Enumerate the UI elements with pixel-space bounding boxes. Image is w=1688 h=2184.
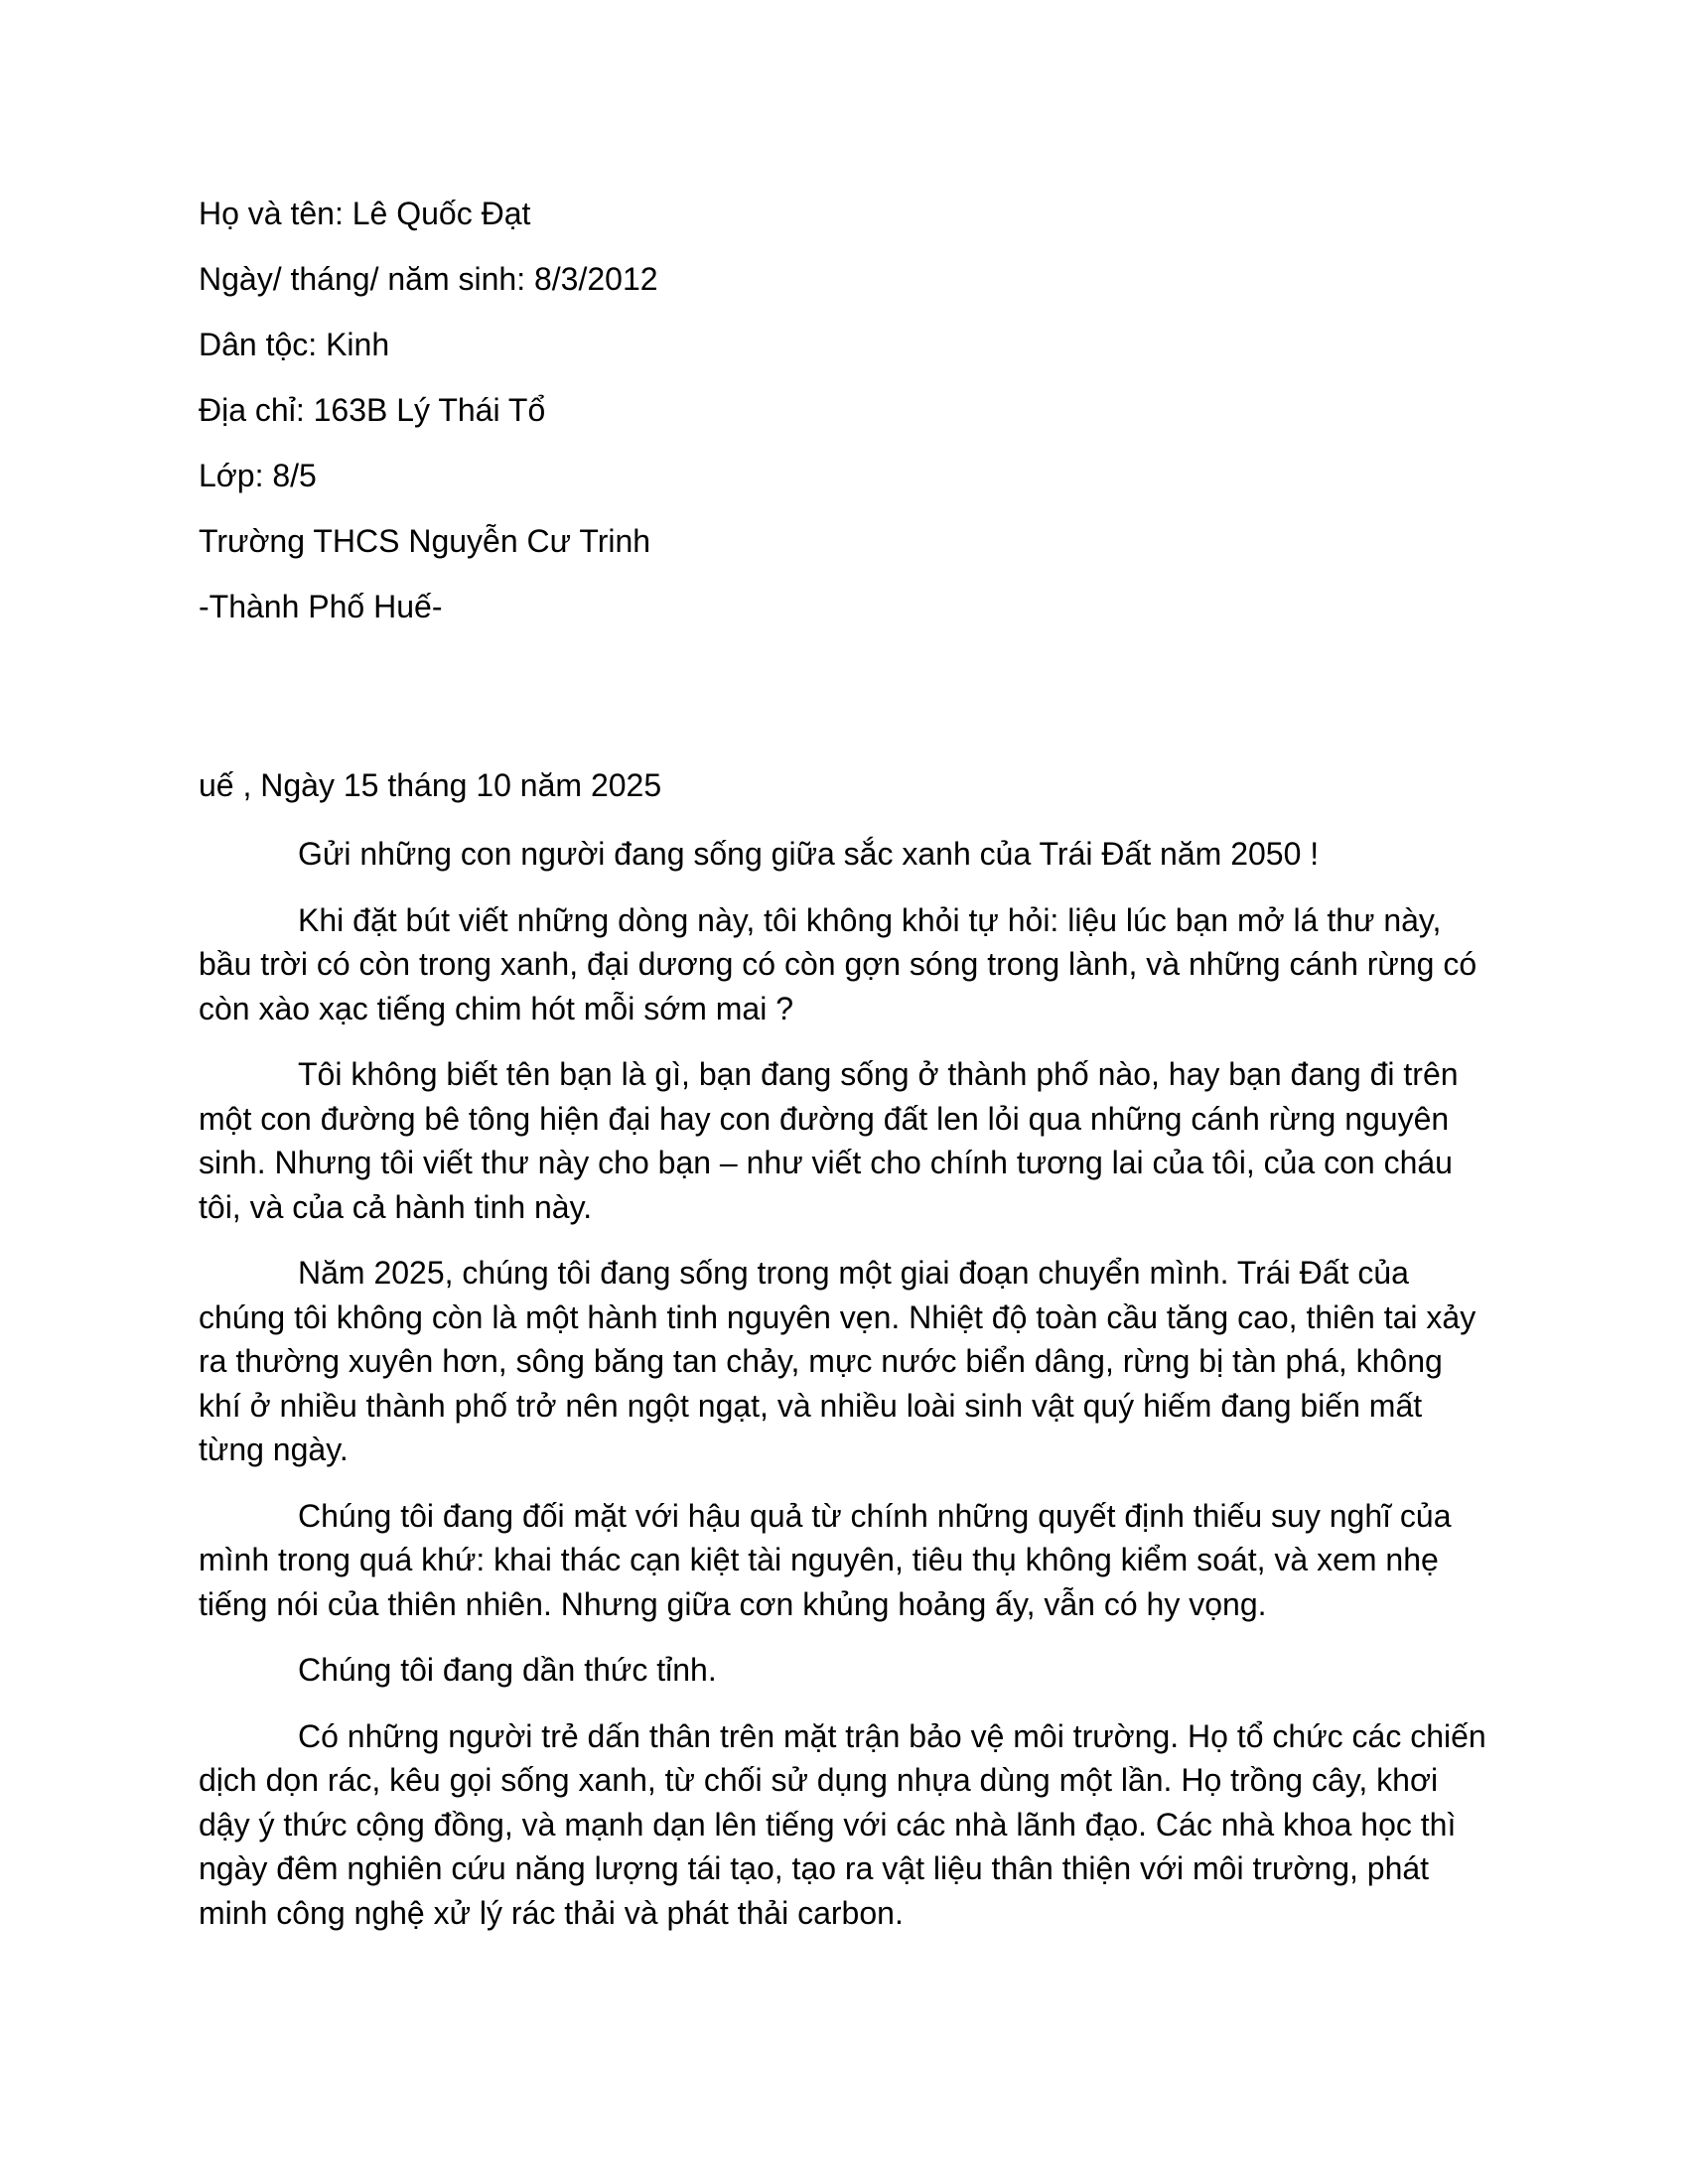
letter-paragraph: Chúng tôi đang dần thức tỉnh. [298,1652,717,1688]
letter-paragraph: Năm 2025, chúng tôi đang sống trong một giai đoạn chuyển mình. Trái Đất của chúng tôi không còn là một hành tinh nguyên vẹn. Nhiệt độ toàn cầu tăng cao, thiên tai xảy ra thường xuyên hơn, sông băng tan chảy, mực nước biển dâng, rừng bị tàn phá, không khí ở nhiều thành phố trở nên ngột ngạt, và nhiều loài sinh vật quý hiếm đang biến mất từng ngày. [199,1255,1477,1467]
letter-body [199,766,1489,1957]
city-line: -Thành Phố Huế- [199,589,443,624]
letter-salutation: Gửi những con người đang sống giữa sắc xanh của Trái Đất năm 2050 ! [298,836,1320,872]
birth-date-line: Ngày/ tháng/ năm sinh: 8/3/2012 [199,261,658,297]
letter-paragraph: Khi đặt bút viết những dòng này, tôi không khỏi tự hỏi: liệu lúc bạn mở lá thư này, bầu trời có còn trong xanh, đại dương có còn gợn sóng trong lành, và những cánh rừng có còn xào xạc tiếng chim hót mỗi sớm mai ? [199,901,1477,1026]
letter-paragraph: Chúng tôi đang đối mặt với hậu quả từ chính những quyết định thiếu suy nghĩ của mình trong quá khứ: khai thác cạn kiệt tài nguyên, tiêu thụ không kiểm soát, và xem nhẹ tiếng nói của thiên nhiên. Nhưng giữa cơn khủng hoảng ấy, vẫn có hy vọng. [199,1497,1452,1622]
class-line: Lớp: 8/5 [199,458,317,493]
student-name-line: Họ và tên: Lê Quốc Đạt [199,196,531,231]
letter-paragraph: Tôi không biết tên bạn là gì, bạn đang sống ở thành phố nào, hay bạn đang đi trên một con đường bê tông hiện đại hay con đường đất len lỏi qua những cánh rừng nguyên sinh. Nhưng tôi viết thư này cho bạn – như viết cho chính tương lai của tôi, của con cháu tôi, và của cả hành tinh này. [199,1056,1459,1225]
letter-paragraph: Có những người trẻ dấn thân trên mặt trận bảo vệ môi trường. Họ tổ chức các chiến dịch dọn rác, kêu gọi sống xanh, từ chối sử dụng nhựa dùng một lần. Họ trồng cây, khơi dậy ý thức cộng đồng, và mạnh dạn lên tiếng với các nhà lãnh đạo. Các nhà khoa học thì ngày đêm nghiên cứu năng lượng tái tạo, tạo ra vật liệu thân thiện với môi trường, phát minh công nghệ xử lý rác thải và phát thải carbon. [199,1717,1486,1931]
address-line: Địa chỉ: 163B Lý Thái Tổ [199,392,546,428]
ethnicity-line: Dân tộc: Kinh [199,327,390,362]
letter-date-line: uế , Ngày 15 tháng 10 năm 2025 [199,767,662,803]
student-info-block [199,195,1489,653]
school-line: Trường THCS Nguyễn Cư Trinh [199,523,651,559]
